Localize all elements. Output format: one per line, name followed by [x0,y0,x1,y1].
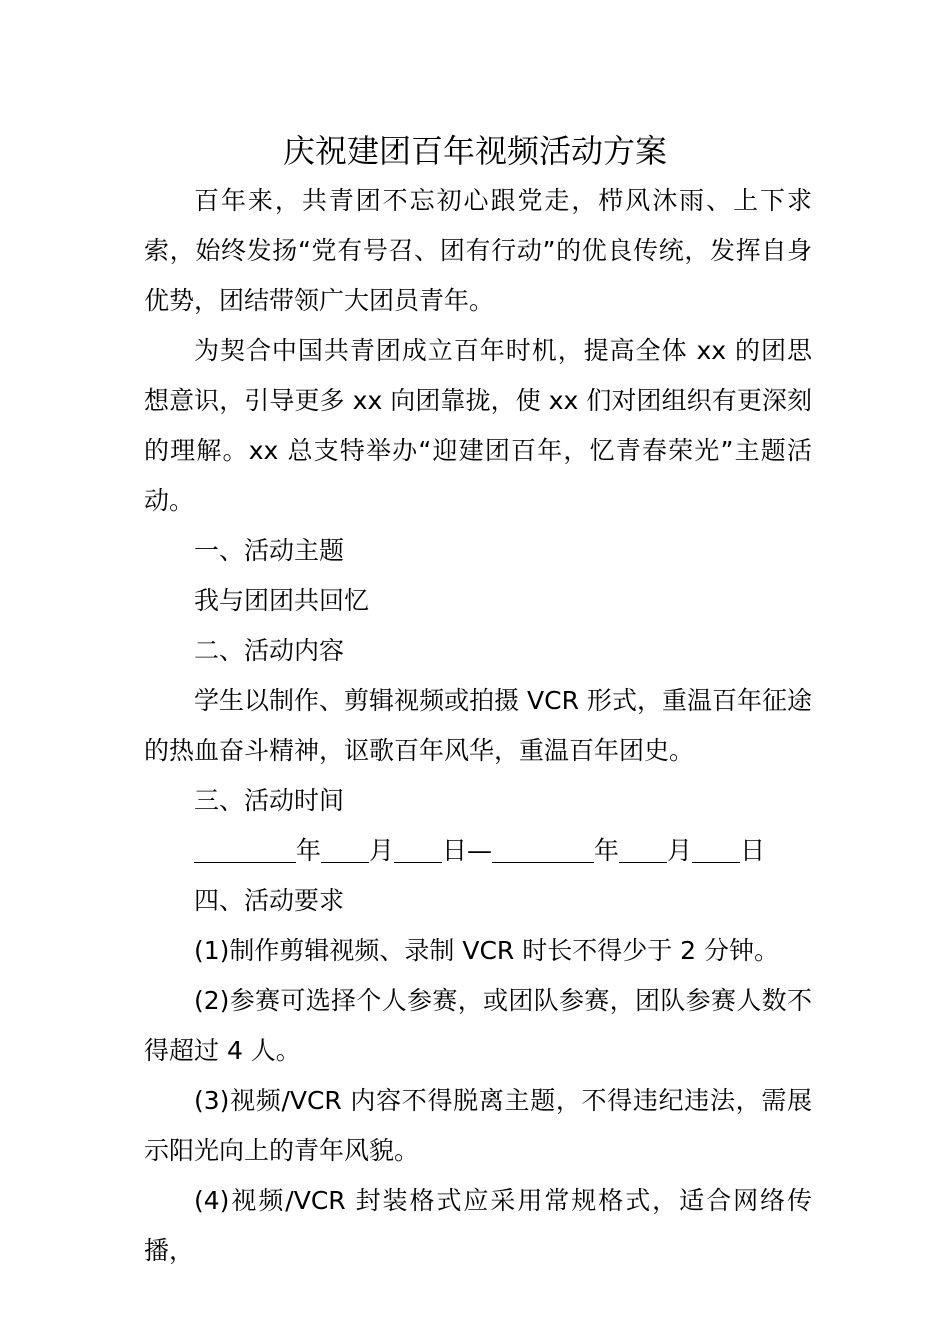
date-blank-start-day [394,826,442,863]
date-blank-end-day [692,826,740,863]
paragraph-purpose: 为契合中国共青团成立百年时机，提高全体 xx 的团思想意识，引导更多 xx 向团靠拢，使 xx 们对团组织有更深刻的理解。xx 总支特举办“迎建团百年，忆青春荣光”主题活动。 [144,336,812,515]
date-day-label-end: 日 [740,836,766,865]
document-title: 庆祝建团百年视频活动方案 [282,132,667,170]
paragraph-content: 学生以制作、剪辑视频或拍摄 VCR 形式，重温百年征途的热血奋斗精神，讴歌百年风华，重温百年团史。 [144,686,812,765]
date-blank-end-month [619,826,667,863]
section-heading-content: 二、活动内容 [194,636,345,665]
date-blank-start-month [321,826,369,863]
paragraph-intro: 百年来，共青团不忘初心跟党走，栉风沐雨、上下求索，始终发扬“党有号召、团有行动”的优良传统，发挥自身优势，团结带领广大团员青年。 [144,186,812,315]
date-month-label-end: 月 [667,836,693,865]
date-year-label-end: 年 [594,836,620,865]
requirement-item-2: (2)参赛可选择个人参赛，或团队参赛，团队参赛人数不得超过 4 人。 [144,986,812,1065]
date-month-label: 月 [369,836,395,865]
requirement-item-3: (3)视频/VCR 内容不得脱离主题，不得违纪违法，需展示阳光向上的青年风貌。 [144,1086,812,1165]
date-blank-start-year [194,826,296,863]
date-line [144,826,812,876]
requirement-item-4: (4)视频/VCR 封装格式应采用常规格式，适合网络传播， [144,1186,812,1265]
date-blank-end-year [492,826,594,863]
section-heading-time: 三、活动时间 [194,786,345,815]
section-heading-requirements: 四、活动要求 [194,886,345,915]
section-heading-theme: 一、活动主题 [194,536,345,565]
paragraph-theme: 我与团团共回忆 [194,586,370,615]
requirement-item-1: (1)制作剪辑视频、录制 VCR 时长不得少于 2 分钟。 [194,936,780,965]
date-day-dash-label: 日— [442,836,493,865]
date-year-label: 年 [296,836,322,865]
document-body [144,176,812,1276]
